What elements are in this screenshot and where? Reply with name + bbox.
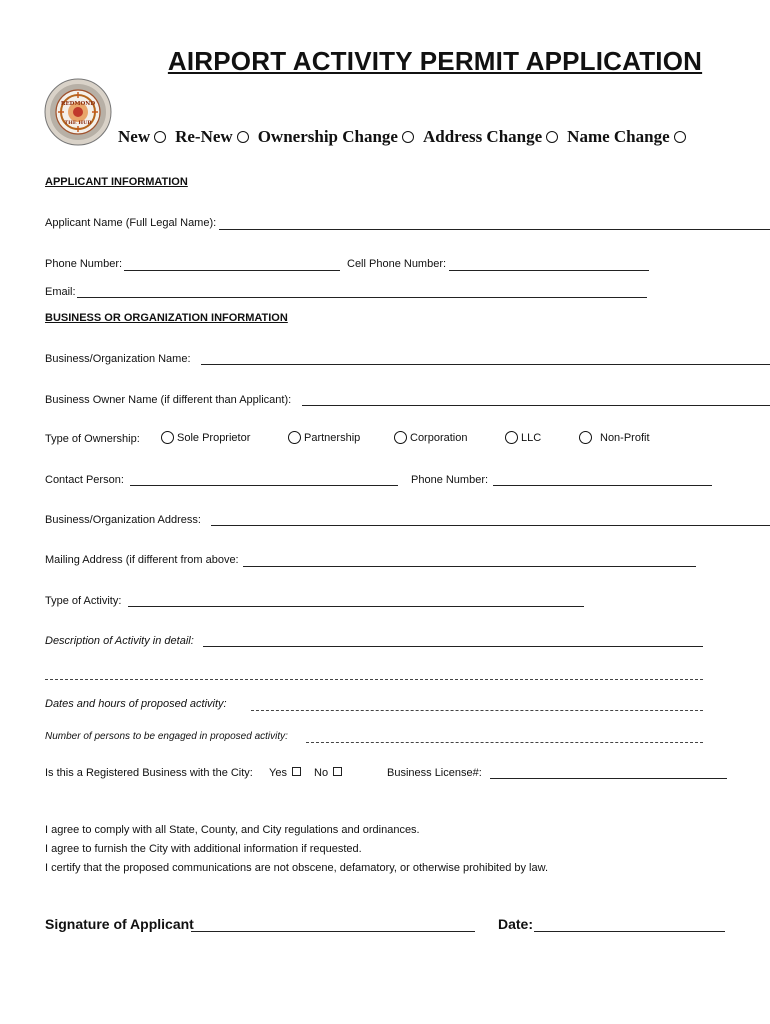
option-address-change[interactable]: Address Change (423, 127, 558, 147)
phone-label: Phone Number: (45, 258, 123, 270)
business-address-label: Business/Organization Address: (45, 514, 201, 526)
agreement-line: I agree to furnish the City with additional information if requested. (45, 843, 362, 855)
contact-person-field[interactable] (130, 485, 398, 486)
activity-type-label: Type of Activity: (45, 595, 122, 607)
date-field[interactable] (534, 931, 725, 932)
ownership-llc[interactable]: LLC (505, 431, 541, 444)
radio-address-change[interactable] (546, 131, 558, 143)
email-field[interactable] (77, 297, 647, 298)
business-section-heading: BUSINESS OR ORGANIZATION INFORMATION (45, 312, 288, 324)
agreement-line: I agree to comply with all State, County, and City regulations and ordinances. (45, 824, 420, 836)
description-field[interactable] (203, 646, 703, 647)
dates-hours-label: Dates and hours of proposed activity: (45, 698, 227, 710)
registered-no-option[interactable]: No (314, 767, 346, 779)
persons-engaged-field[interactable] (306, 742, 703, 743)
mailing-address-field[interactable] (243, 566, 696, 567)
application-type-options (118, 127, 695, 147)
radio-ownership-change[interactable] (402, 131, 414, 143)
radio-renew[interactable] (237, 131, 249, 143)
option-ownership-change[interactable]: Ownership Change (258, 127, 414, 147)
option-renew[interactable]: Re-New (175, 127, 249, 147)
business-name-field[interactable] (201, 364, 770, 365)
business-license-label: Business License#: (387, 767, 482, 779)
radio-new[interactable] (154, 131, 166, 143)
radio-name-change[interactable] (674, 131, 686, 143)
seal-bottom-text: THE HUB (64, 120, 92, 126)
option-new[interactable]: New (118, 127, 166, 147)
phone-field[interactable] (124, 270, 340, 271)
email-label: Email: (45, 286, 76, 298)
date-label: Date: (498, 916, 534, 932)
city-seal-logo (44, 78, 112, 146)
yes-checkbox[interactable] (292, 767, 301, 776)
cell-phone-label: Cell Phone Number: (347, 258, 447, 270)
mailing-address-label: Mailing Address (if different from above: (45, 554, 239, 566)
ownership-partnership[interactable]: Partnership (288, 431, 360, 444)
applicant-name-label: Applicant Name (Full Legal Name): (45, 217, 217, 229)
ownership-type-label: Type of Ownership: (45, 433, 140, 445)
persons-engaged-label: Number of persons to be engaged in proposed activity: (45, 731, 288, 742)
applicant-section-heading: APPLICANT INFORMATION (45, 176, 188, 188)
registered-business-label: Is this a Registered Business with the City: (45, 767, 253, 779)
seal-top-text: REDMOND (60, 101, 96, 107)
option-name-change[interactable]: Name Change (567, 127, 685, 147)
contact-phone-field[interactable] (493, 485, 712, 486)
contact-person-label: Contact Person: (45, 474, 124, 486)
business-license-field[interactable] (490, 778, 727, 779)
business-address-field[interactable] (211, 525, 770, 526)
ownership-sole-proprietor[interactable]: Sole Proprietor (161, 431, 250, 444)
dates-hours-field[interactable] (251, 710, 703, 711)
agreements-block (45, 821, 548, 878)
radio-non-profit[interactable] (579, 431, 592, 444)
radio-llc[interactable] (505, 431, 518, 444)
signature-field[interactable] (191, 931, 475, 932)
radio-sole-proprietor[interactable] (161, 431, 174, 444)
registered-yes-option[interactable]: Yes (269, 767, 305, 779)
page-title: AIRPORT ACTIVITY PERMIT APPLICATION (167, 46, 703, 76)
radio-partnership[interactable] (288, 431, 301, 444)
ownership-non-profit[interactable]: Non-Profit (579, 431, 650, 444)
no-checkbox[interactable] (333, 767, 342, 776)
cell-phone-field[interactable] (449, 270, 649, 271)
business-name-label: Business/Organization Name: (45, 353, 191, 365)
description-field-continued[interactable] (45, 679, 703, 680)
agreement-line: I certify that the proposed communications are not obscene, defamatory, or otherwise prohibited by law. (45, 862, 549, 874)
owner-name-field[interactable] (302, 405, 770, 406)
contact-phone-label: Phone Number: (411, 474, 489, 486)
owner-name-label: Business Owner Name (if different than Applicant): (45, 394, 292, 406)
signature-label: Signature of Applicant (45, 916, 194, 932)
radio-corporation[interactable] (394, 431, 407, 444)
ownership-corporation[interactable]: Corporation (394, 431, 467, 444)
applicant-name-field[interactable] (219, 229, 770, 230)
description-label: Description of Activity in detail: (45, 635, 194, 647)
activity-type-field[interactable] (128, 606, 584, 607)
